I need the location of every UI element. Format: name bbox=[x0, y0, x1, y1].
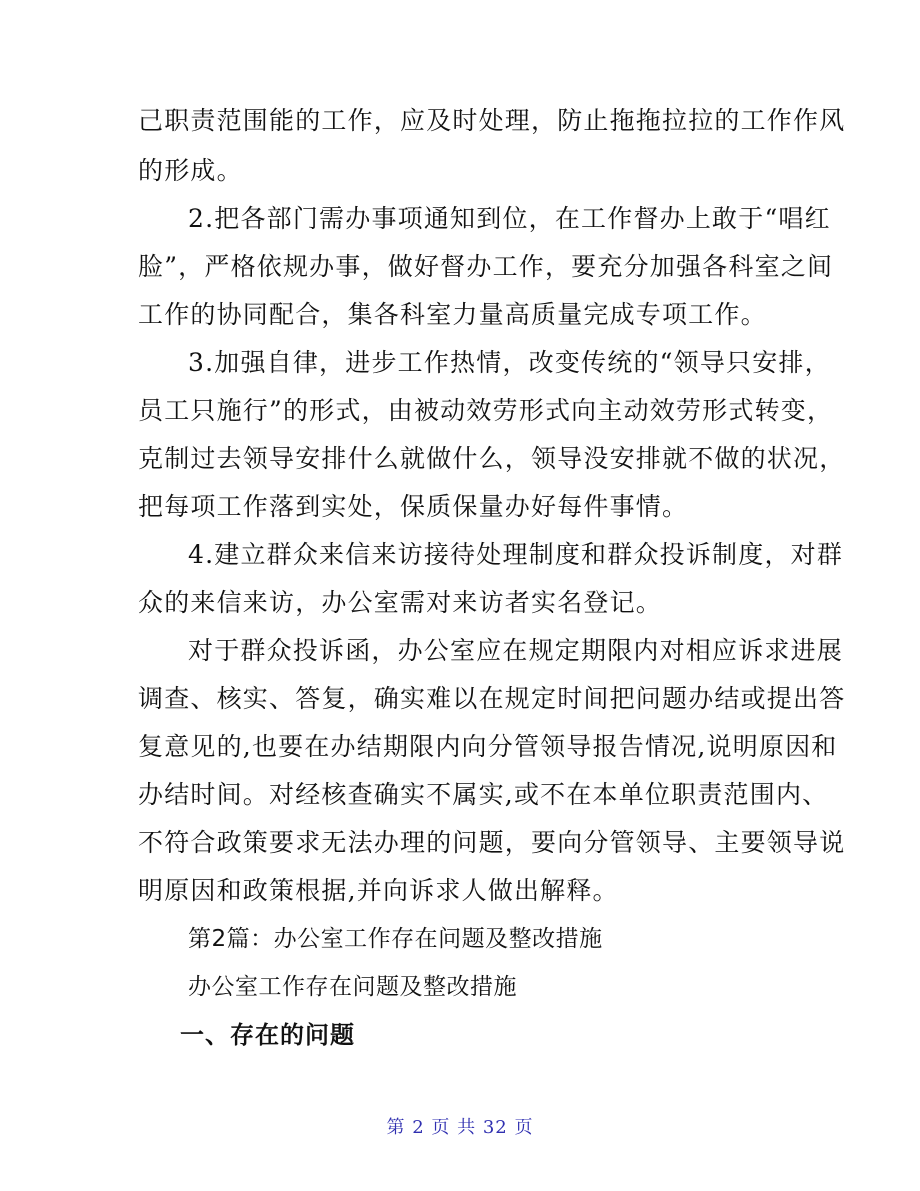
complaint-line-1: 对于群众投诉函，办公室应在规定期限内对相应诉求进展 bbox=[188, 636, 844, 665]
item-2-line-3: 工作的协同配合，集各科室力量高质量完成专项工作。 bbox=[138, 300, 767, 329]
item-2-line-1: 2.把各部门需办事项通知到位，在工作督办上敢于“唱红 bbox=[188, 204, 831, 233]
chapter-title: 第2篇：办公室工作存在问题及整改措施 bbox=[188, 926, 603, 952]
complaint-line-6: 明原因和政策根据,并向诉求人做出解释。 bbox=[138, 876, 619, 905]
item-4-line-2: 众的来信来访，办公室需对来访者实名登记。 bbox=[138, 588, 663, 617]
page-footer: 第 2 页 共 32 页 bbox=[386, 1117, 534, 1138]
complaint-line-3: 复意见的,也要在办结期限内向分管领导报告情况,说明原因和 bbox=[138, 732, 838, 761]
body-line-1: 己职责范围能的工作，应及时处理，防止拖拖拉拉的工作作风 bbox=[138, 106, 846, 135]
item-3-line-1: 3.加强自律，进步工作热情，改变传统的“领导只安排， bbox=[188, 348, 831, 377]
item-2-line-2: 脸”，严格依规办事，做好督办工作，要充分加强各科室之间 bbox=[138, 252, 834, 281]
item-3-line-2: 员工只施行”的形式，由被动效劳形式向主动效劳形式转变， bbox=[138, 396, 834, 425]
complaint-line-2: 调查、核实、答复，确实难以在规定时间把问题办结或提出答 bbox=[138, 684, 846, 713]
item-3-line-3: 克制过去领导安排什么就做什么，领导没安排就不做的状况， bbox=[138, 444, 846, 473]
complaint-line-5: 不符合政策要求无法办理的问题，要向分管领导、主要领导说 bbox=[138, 828, 846, 857]
section-title: 办公室工作存在问题及整改措施 bbox=[188, 974, 517, 1000]
subsection-heading: 一、存在的问题 bbox=[180, 1021, 355, 1049]
item-4-line-1: 4.建立群众来信来访接待处理制度和群众投诉制度，对群 bbox=[188, 540, 844, 569]
item-3-line-4: 把每项工作落到实处，保质保量办好每件事情。 bbox=[138, 492, 689, 521]
body-line-2: 的形成。 bbox=[138, 156, 243, 185]
complaint-line-4: 办结时间。对经核查确实不属实,或不在本单位职责范围内、 bbox=[138, 780, 829, 809]
